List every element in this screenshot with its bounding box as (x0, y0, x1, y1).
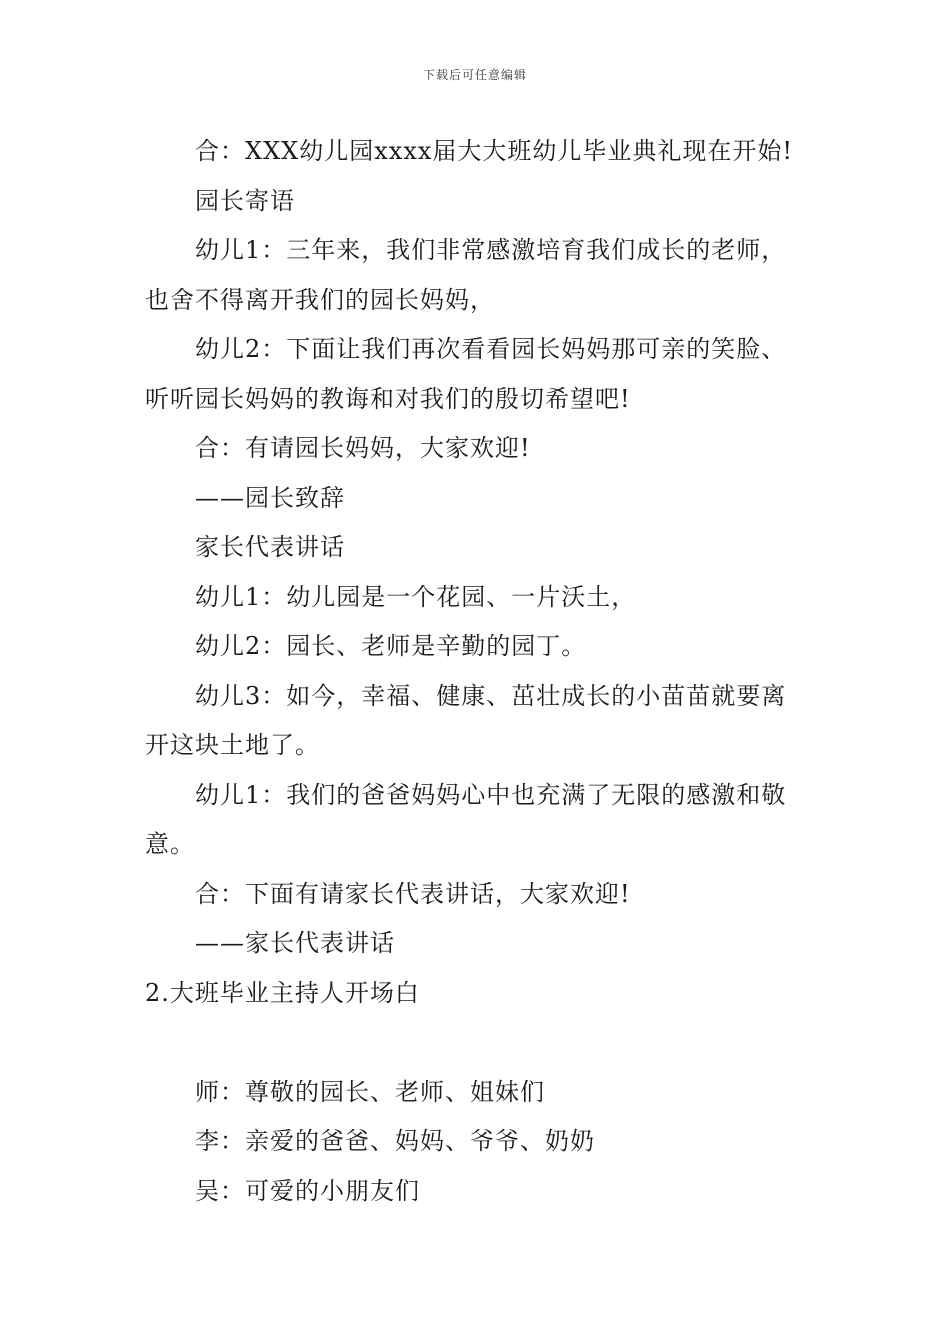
paragraph-child1-gratitude: 幼儿1：我们的爸爸妈妈心中也充满了无限的感激和敬意。 (145, 780, 787, 858)
paragraph-child2-gardener: 幼儿2：园长、老师是辛勤的园丁。 (195, 632, 587, 660)
paragraph-section-principal: 园长寄语 (195, 186, 295, 215)
paragraph-wu-greeting: 吴：可爱的小朋友们 (195, 1176, 420, 1205)
paragraph-opening: 合：XXX幼儿园xxxx届大大班幼儿毕业典礼现在开始! (195, 137, 794, 165)
paragraph-invite-parent: 合：下面有请家长代表讲话，大家欢迎! (195, 879, 631, 908)
paragraph-li-greeting: 李：亲爱的爸爸、妈妈、爷爷、奶奶 (195, 1127, 595, 1155)
document-body (145, 127, 810, 1216)
paragraph-parent-speech: ——家长代表讲话 (195, 929, 395, 957)
paragraph-principal-speech: ——园长致辞 (195, 483, 345, 512)
paragraph-section-parents: 家长代表讲话 (195, 533, 345, 561)
paragraph-child2-smile: 幼儿2：下面让我们再次看看园长妈妈那可亲的笑脸、听听园长妈妈的教诲和对我们的殷切希望吧! (145, 335, 787, 413)
paragraph-invite-principal: 合：有请园长妈妈，大家欢迎! (195, 434, 531, 462)
section-heading-2: 2.大班毕业主持人开场白 (145, 978, 420, 1007)
paragraph-child1-thanks: 幼儿1：三年来，我们非常感激培育我们成长的老师，也舍不得离开我们的园长妈妈， (145, 236, 787, 314)
header-note: 下载后可任意编辑 (422, 68, 527, 82)
paragraph-child3-seedlings: 幼儿3：如今，幸福、健康、茁壮成长的小苗苗就要离开这块土地了。 (145, 681, 787, 759)
paragraph-teacher-greeting: 师：尊敬的园长、老师、姐妹们 (195, 1077, 545, 1106)
paragraph-child1-garden: 幼儿1：幼儿园是一个花园、一片沃土， (195, 582, 637, 611)
blank-line (145, 1018, 810, 1068)
